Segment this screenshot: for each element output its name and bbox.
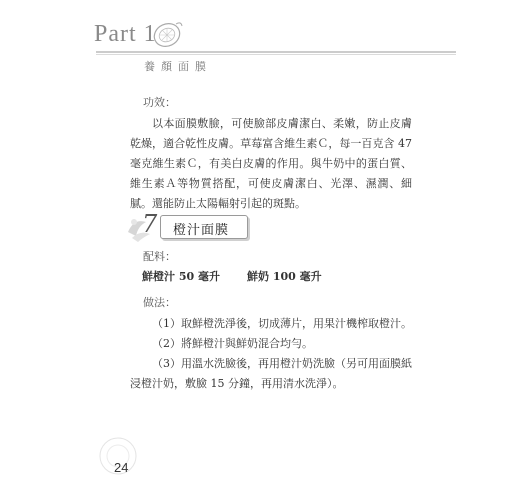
method-step: （1）取鮮橙洗淨後，切成薄片，用果汁機榨取橙汁。 <box>152 317 412 330</box>
effect-label: 功效： <box>143 96 176 109</box>
section-title-box <box>160 215 248 239</box>
header-rule <box>96 50 456 56</box>
part-label: Part 1 <box>94 21 157 47</box>
page-number: 24 <box>114 460 129 475</box>
ingredients-label: 配料： <box>143 250 176 263</box>
effect-paragraph: 以本面膜敷臉，可使臉部皮膚潔白、柔嫩，防止皮膚乾燥，適合乾性皮膚。草莓富含維生素Ｃ，每一百克含 47 毫克維生素Ｃ，有美白皮膚的作用。與牛奶中的蛋白質、維生素Ａ等物質搭配，可使皮膚潔白、光澤、濕潤、細膩。還能防止太陽輻射引起的斑點。 <box>130 117 412 210</box>
method-step: （3）用溫水洗臉後，再用橙汁奶洗臉（另可用面膜紙浸橙汁奶，敷臉 15 分鐘，再用清水洗淨）。 <box>130 357 412 390</box>
ingredient-milk: 鮮奶 100 毫升 <box>247 270 322 283</box>
method-step: （2）將鮮橙汁與鮮奶混合均勻。 <box>152 337 313 350</box>
method-steps <box>130 314 412 394</box>
section-title: 橙汁面膜 <box>173 223 230 238</box>
lemon-icon <box>148 16 184 52</box>
method-label: 做法： <box>143 296 176 309</box>
chapter-subtitle: 養顏面膜 <box>144 60 212 73</box>
section-number: 7 <box>142 210 158 238</box>
section-heading <box>126 208 246 242</box>
ingredient-orange-juice: 鮮橙汁 50 毫升 <box>142 270 220 283</box>
